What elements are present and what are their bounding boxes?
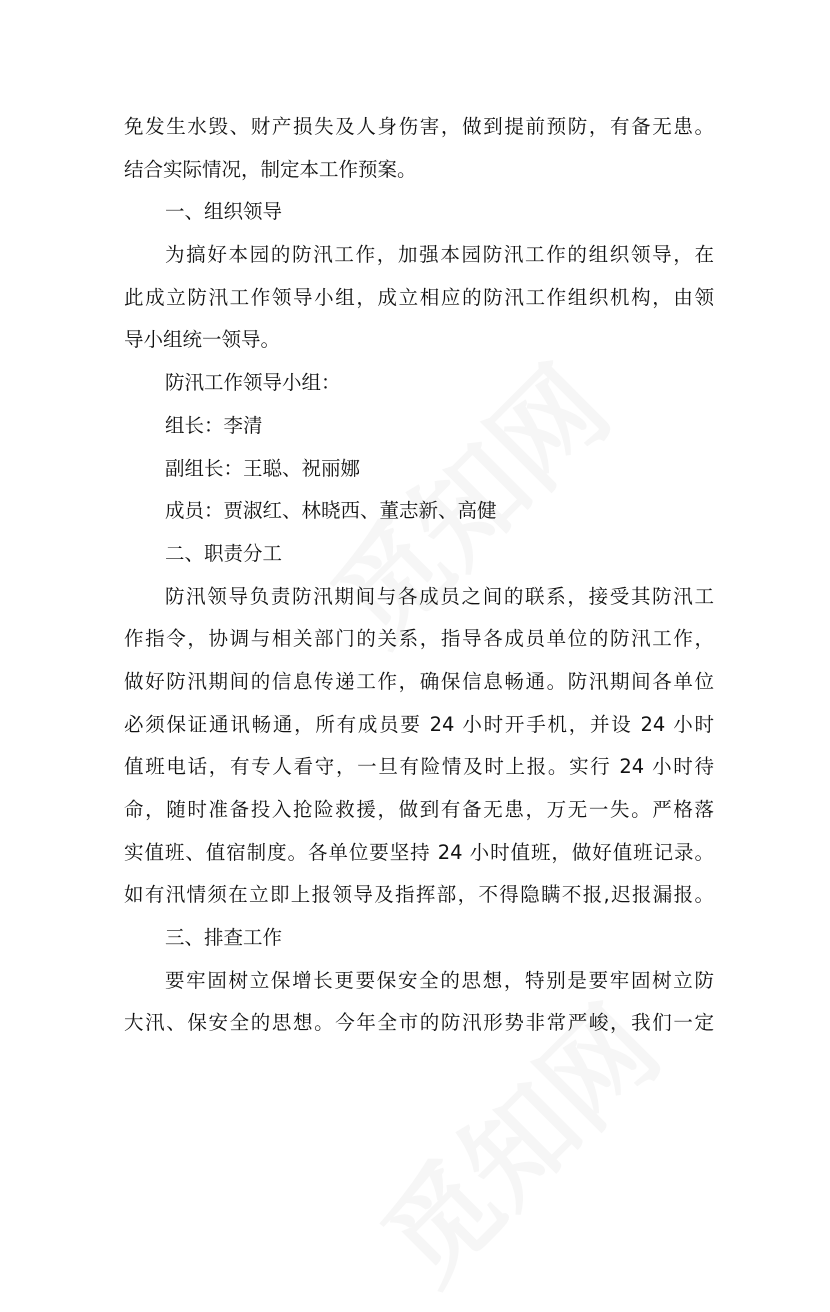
text-line: 此成立防汛工作领导小组，成立相应的防汛工作组织机构，由领 <box>124 285 714 309</box>
text-line: 成员：贾淑红、林晓西、董志新、高健 <box>165 499 497 523</box>
text-line: 组长：李清 <box>165 413 263 437</box>
document-body <box>124 106 714 1045</box>
text-line: 要牢固树立保增长更要保安全的思想，特别是要牢固树立防 <box>165 968 714 992</box>
text-line: 值班电话，有专人看守，一旦有险情及时上报。实行 24 小时待 <box>124 755 714 779</box>
text-line: 命，随时准备投入抢险救援，做到有备无患，万无一失。严格落 <box>124 798 714 821</box>
text-line: 作指令，协调与相关部门的关系，指导各成员单位的防汛工作， <box>124 627 714 651</box>
text-line: 结合实际情况，制定本工作预案。 <box>124 157 417 181</box>
text-line: 副组长：王聪、祝丽娜 <box>165 456 361 480</box>
text-line: 做好防汛期间的信息传递工作，确保信息畅通。防汛期间各单位 <box>124 669 714 693</box>
text-line: 一、组织领导 <box>165 200 283 224</box>
text-line: 三、排查工作 <box>165 926 283 950</box>
text-line: 二、职责分工 <box>165 541 283 565</box>
text-line: 必须保证通讯畅通，所有成员要 24 小时开手机，并设 24 小时 <box>124 712 714 736</box>
text-line: 大汛、保安全的思想。今年全市的防汛形势非常严峻，我们一定 <box>124 1011 714 1035</box>
text-line: 如有汛情须在立即上报领导及指挥部，不得隐瞒不报,迟报漏报。 <box>124 883 714 907</box>
text-line: 防汛工作领导小组： <box>165 371 341 395</box>
text-line: 防汛领导负责防汛期间与各成员之间的联系，接受其防汛工 <box>165 584 714 608</box>
text-line: 实值班、值宿制度。各单位要坚持 24 小时值班，做好值班记录。 <box>124 840 714 864</box>
text-line: 为搞好本园的防汛工作，加强本园防汛工作的组织领导，在 <box>165 243 714 267</box>
text-line: 免发生水毁、财产损失及人身伤害，做到提前预防，有备无患。 <box>124 115 714 138</box>
text-line: 导小组统一领导。 <box>124 328 281 352</box>
